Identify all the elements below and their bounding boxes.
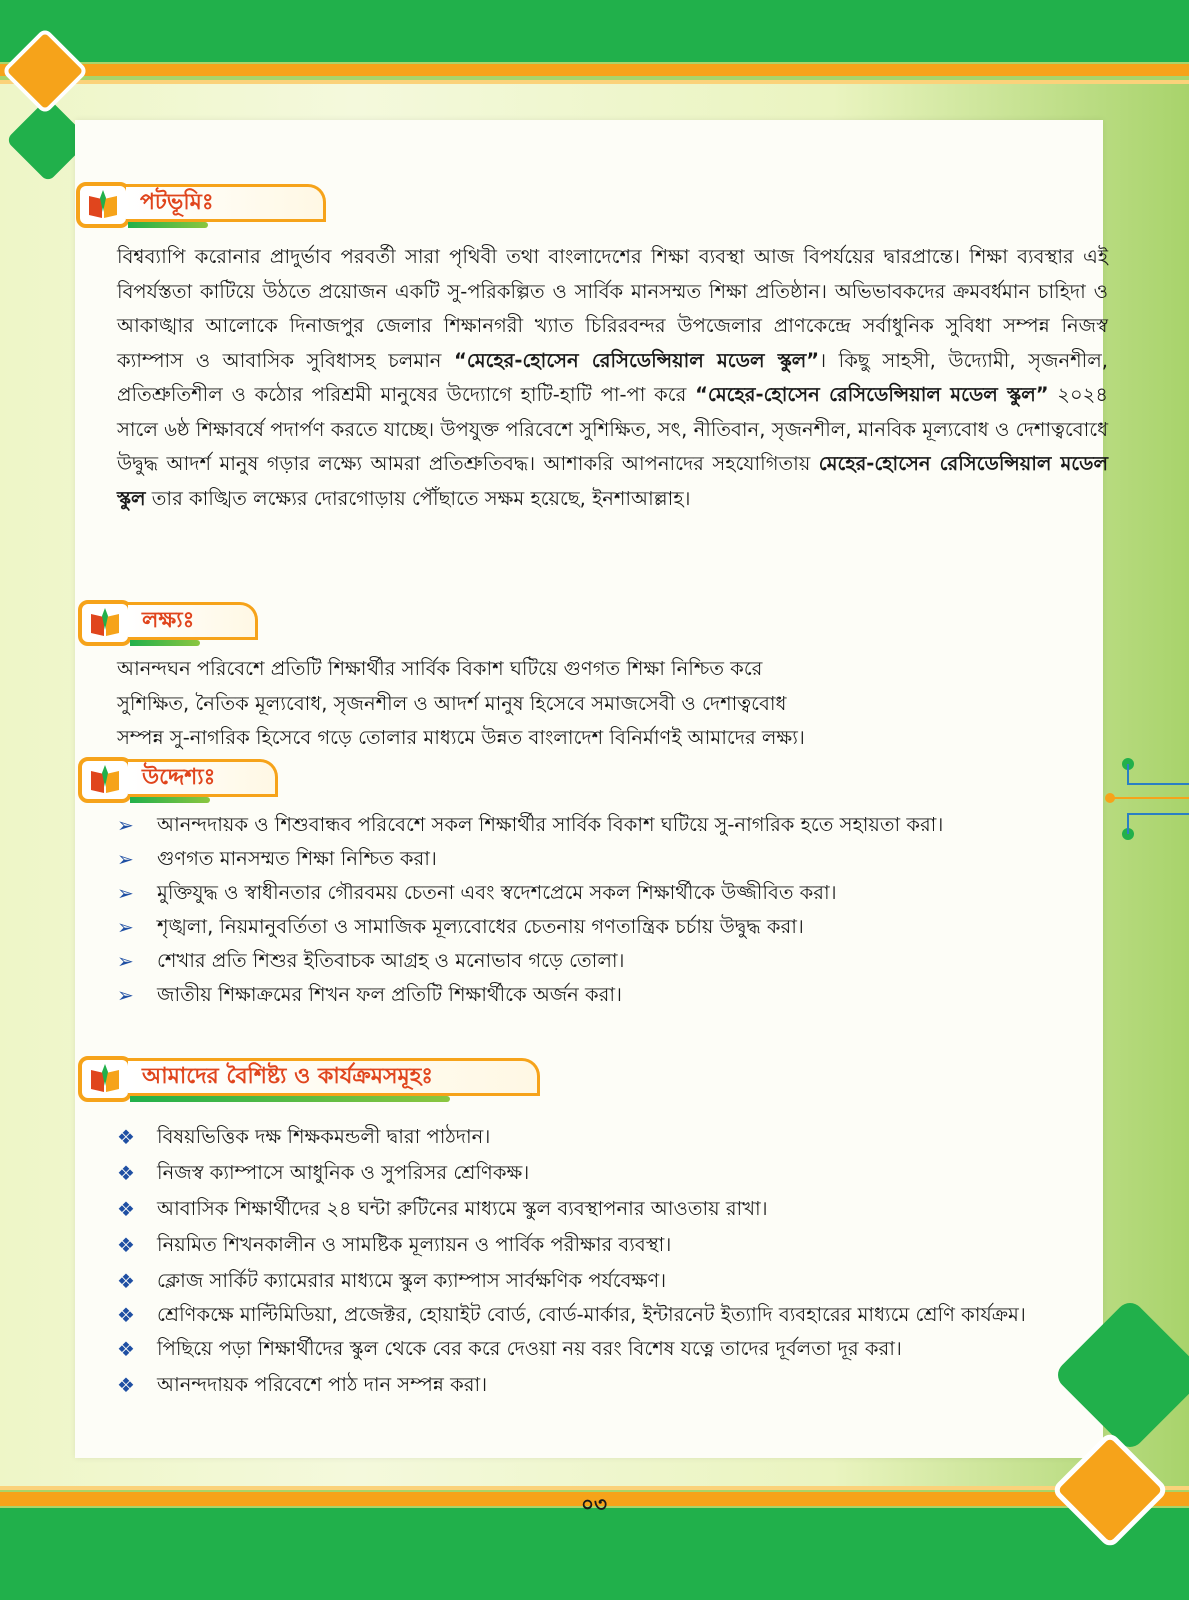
section-tab (128, 759, 278, 797)
list-item-text: শৃঙ্খলা, নিয়মানুবর্তিতা ও সামাজিক মূল্যবোধের চেতনায় গণতান্ত্রিক চর্চায় উদ্বুদ্ধ করা। (157, 915, 804, 938)
arrow-bullet-icon: ➢ (117, 847, 134, 871)
section-underline (130, 640, 200, 646)
paragraph-text: বিশ্বব্যাপি করোনার প্রাদুর্ভাব পরবর্তী সারা পৃথিবী তথা বাংলাদেশের শিক্ষা ব্যবস্থা আজ বিপর্যয়ের দ্বারপ্রান্তে। শিক্ষা ব্যবস্থার এই বিপর্যস্ততা কাটিয়ে উঠতে প্রয়োজন একটি সু-পরিকল্পিত ও সার্বিক মানসম্মত শিক্ষা প্রতিষ্ঠান। অভিভাবকদের ক্রমবর্ধমান চাহিদা ও আকাঙ্খার আলোকে দিনাজপুর জেলার শিক্ষানগরী খ্যাত চিরিরবন্দর উপজেলার প্রাণকেন্দ্রে সর্বাধুনিক সুবিধা সম্পন্ন নিজস্ব ক্যাম্পাস ও আবাসিক সুবিধাসহ চলমান (117, 245, 1108, 372)
section-tab (126, 184, 326, 222)
section-underline (130, 797, 210, 803)
book-pen-icon (78, 600, 132, 646)
list-item-text: আনন্দদায়ক পরিবেশে পাঠ দান সম্পন্ন করা। (157, 1373, 488, 1396)
goal-line: সুশিক্ষিত, নৈতিক মূল্যবোধ, সৃজনশীল ও আদর্শ মানুষ হিসেবে সমাজসেবী ও দেশাত্ববোধ (117, 691, 787, 715)
list-item-text: নিজস্ব ক্যাম্পাসে আধুনিক ও সুপরিসর শ্রেণিকক্ষ। (157, 1161, 530, 1184)
list-item-text: বিষয়ভিত্তিক দক্ষ শিক্ষকমন্ডলী দ্বারা পাঠদান। (157, 1125, 491, 1148)
school-name-bold: মেহের-হোসেন রেসিডেন্সিয়াল মডেল স্কুল (117, 452, 1109, 510)
page-number: ০৩ (580, 1492, 607, 1516)
top-orange-band (0, 64, 1189, 76)
arrow-bullet-icon: ➢ (117, 915, 134, 939)
section-title: পটভূমিঃ (140, 189, 214, 215)
paragraph-text: তার কাঙ্খিত লক্ষ্যের দোরগোড়ায় পৌঁছাতে সক্ষম হয়েছে, ইনশাআল্লাহ। (145, 486, 691, 510)
school-name-bold: “মেহের-হোসেন রেসিডেন্সিয়াল মডেল স্কুল” (454, 348, 820, 372)
section-underline (130, 1096, 450, 1102)
list-item-text: শ্রেণিকক্ষে মাল্টিমিডিয়া, প্রজেক্টর, হোয়াইট বোর্ড, বোর্ড-মার্কার, ইন্টারনেট ইত্যাদি ব্যবহারের মাধ্যমে শ্রেণি কার্যক্রম। (157, 1303, 1026, 1326)
book-pen-icon (78, 1056, 132, 1102)
diamond-bullet-icon: ❖ (117, 1337, 135, 1361)
section-title: লক্ষ্যঃ (142, 607, 195, 633)
paragraph-text: । কিছু সাহসী, উদ্যোমী, সৃজনশীল, প্রতিশ্রুতিশীল ও কঠোর পরিশ্রমী মানুষের উদ্যোগে হাটি-হাটি পা-পা করে (117, 348, 1108, 406)
diamond-bullet-icon: ❖ (117, 1161, 135, 1185)
diamond-bullet-icon: ❖ (117, 1373, 135, 1397)
list-item-text: জাতীয় শিক্ষাক্রমের শিখন ফল প্রতিটি শিক্ষার্থীকে অর্জন করা। (157, 983, 622, 1006)
goal-line: সম্পন্ন সু-নাগরিক হিসেবে গড়ে তোলার মাধ্যমে উন্নত বাংলাদেশ বিনির্মাণই আমাদের লক্ষ্য। (117, 726, 805, 749)
list-item (117, 944, 1077, 978)
list-item (117, 1332, 1102, 1366)
list-item (117, 842, 1077, 876)
list-item (117, 1300, 1102, 1330)
list-item-text: মুক্তিযুদ্ধ ও স্বাধীনতার গৌরবময় চেতনা এবং স্বদেশপ্রেমে সকল শিক্ষার্থীকে উজ্জীবিত করা। (157, 881, 837, 904)
list-item (117, 910, 1077, 944)
features-list (117, 1120, 1102, 1402)
list-item-text: আনন্দদায়ক ও শিশুবান্ধব পরিবেশে সকল শিক্ষার্থীর সার্বিক বিকাশ ঘটিয়ে সু-নাগরিক হতে সহায়তা করা। (157, 813, 944, 836)
list-item-text: গুণগত মানসম্মত শিক্ষা নিশ্চিত করা। (157, 847, 437, 870)
paragraph-text: ২০২৪ সালে ৬ষ্ঠ শিক্ষাবর্ষে পদার্পণ করতে যাচ্ছে। উপযুক্ত পরিবেশে সুশিক্ষিত, সৎ, নীতিবান, সৃজনশীল, মানবিক মূল্যবোধ ও দেশাত্ববোধে উদ্বুদ্ধ আদর্শ মানুষ গড়ার লক্ষ্যে আমরা প্রতিশ্রুতিবদ্ধ। আশাকরি আপনাদের সহযোগিতায় (117, 383, 1108, 475)
objectives-list (117, 808, 1077, 1012)
section-tab (128, 602, 258, 640)
list-item-text: নিয়মিত শিখনকালীন ও সামষ্টিক মূল্যায়ন ও পার্বিক পরীক্ষার ব্যবস্থা। (157, 1233, 672, 1256)
list-item (117, 1368, 1102, 1402)
list-item (117, 1120, 1102, 1154)
diamond-bullet-icon: ❖ (117, 1269, 135, 1293)
list-item-text: ক্লোজ সার্কিট ক্যামেরার মাধ্যমে স্কুল ক্যাম্পাস সার্বক্ষণিক পর্যবেক্ষণ। (157, 1269, 667, 1292)
top-orange-thin-band (0, 80, 1189, 84)
section-underline (128, 222, 208, 228)
section-tab (128, 1058, 540, 1096)
goal-paragraph (117, 652, 977, 756)
section-title: উদ্দেশ্যঃ (142, 764, 216, 790)
top-green-band (0, 0, 1189, 62)
list-item-text: পিছিয়ে পড়া শিক্ষার্থীদের স্কুল থেকে বের করে দেওয়া নয় বরং বিশেষ যত্নে তাদের দূর্বলতা দূর করা। (157, 1337, 902, 1360)
book-pen-icon (76, 182, 130, 228)
diamond-bullet-icon: ❖ (117, 1125, 135, 1149)
arrow-bullet-icon: ➢ (117, 881, 134, 905)
list-item (117, 808, 1077, 842)
list-item-text: শেখার প্রতি শিশুর ইতিবাচক আগ্রহ ও মনোভাব গড়ে তোলা। (157, 949, 625, 972)
list-item-text: আবাসিক শিক্ষার্থীদের ২৪ ঘন্টা রুটিনের মাধ্যমে স্কুল ব্যবস্থাপনার আওতায় রাখা। (157, 1197, 768, 1220)
diamond-bullet-icon: ❖ (117, 1233, 135, 1257)
arrow-bullet-icon: ➢ (117, 813, 134, 837)
circuit-line-icon (1100, 752, 1189, 842)
list-item (117, 978, 1077, 1012)
arrow-bullet-icon: ➢ (117, 949, 134, 973)
diamond-bullet-icon: ❖ (117, 1197, 135, 1221)
arrow-bullet-icon: ➢ (117, 983, 134, 1007)
list-item (117, 1264, 1102, 1298)
section-title: আমাদের বৈশিষ্ট্য ও কার্যক্রমসমূহঃ (142, 1063, 434, 1089)
list-item (117, 1192, 1102, 1226)
list-item (117, 876, 1077, 910)
school-name-bold: “মেহের-হোসেন রেসিডেন্সিয়াল মডেল স্কুল” (695, 383, 1049, 406)
list-item (117, 1228, 1102, 1262)
book-pen-icon (78, 757, 132, 803)
diamond-bullet-icon: ❖ (117, 1303, 135, 1327)
goal-line: আনন্দঘন পরিবেশে প্রতিটি শিক্ষার্থীর সার্বিক বিকাশ ঘটিয়ে গুণগত শিক্ষা নিশ্চিত করে (117, 657, 763, 680)
list-item (117, 1156, 1102, 1190)
background-paragraph (117, 240, 1108, 516)
